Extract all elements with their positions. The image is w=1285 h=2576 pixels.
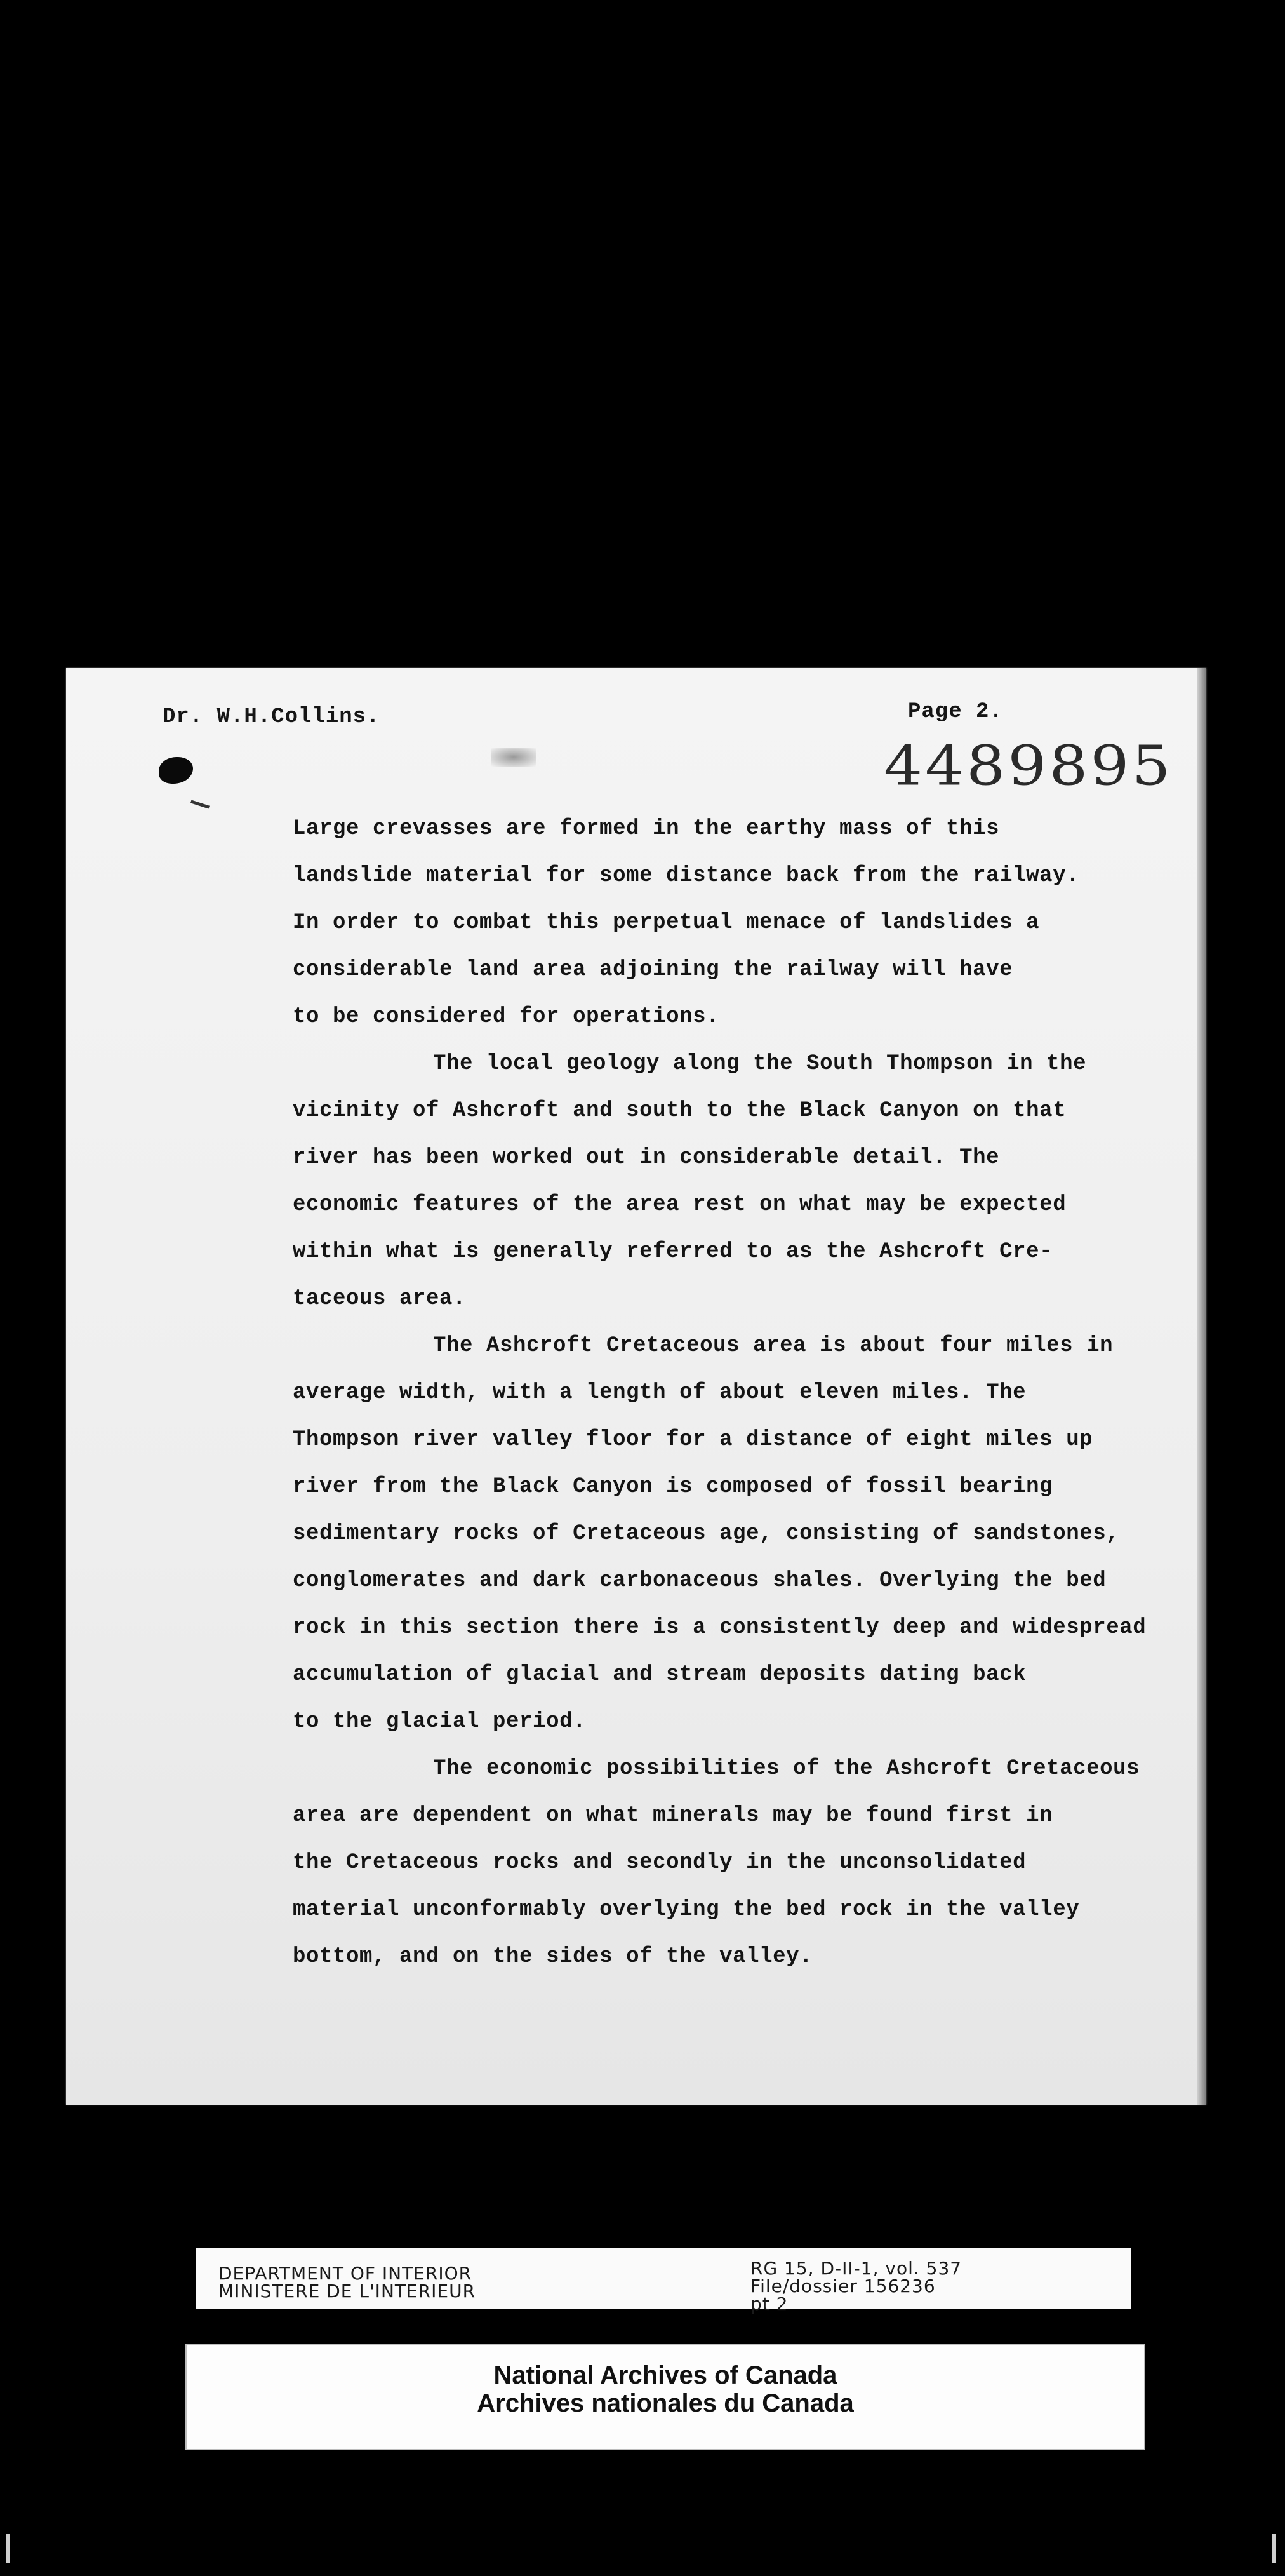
text-line: sedimentary rocks of Cretaceous age, consisting of sandstones,	[293, 1522, 1120, 1546]
text-line: to be considered for operations.	[293, 1005, 720, 1029]
text-line: average width, with a length of about eleven miles. The	[293, 1381, 1027, 1405]
department-label	[218, 2265, 476, 2300]
text-line: river has been worked out in considerable detail. The	[293, 1146, 1000, 1170]
text-line: Large crevasses are formed in the earthy mass of this	[293, 817, 1000, 841]
page-number: Page 2.	[908, 700, 1003, 724]
archive-name-box	[185, 2344, 1145, 2450]
department-en: DEPARTMENT OF INTERIOR	[218, 2263, 472, 2284]
archive-reference-label	[196, 2248, 1131, 2314]
text-line: within what is generally referred to as the Ashcroft Cre-	[293, 1240, 1053, 1264]
text-line: landslide material for some distance back from the railway.	[293, 864, 1080, 888]
reference-file: File/dossier 156236	[750, 2276, 936, 2297]
text-line: vicinity of Ashcroft and south to the Black Canyon on that	[293, 1099, 1067, 1123]
archive-name-en: National Archives of Canada	[493, 2361, 837, 2389]
text-line: to the glacial period.	[293, 1710, 587, 1734]
letter-page	[66, 668, 1206, 2105]
reference-label	[750, 2260, 962, 2313]
text-line: economic features of the area rest on what may be expected	[293, 1193, 1067, 1217]
page-edge	[1197, 668, 1206, 2105]
text-line: bottom, and on the sides of the valley.	[293, 1945, 813, 1969]
reference-part: pt 2	[750, 2293, 789, 2314]
archive-name	[187, 2361, 1144, 2417]
text-line: river from the Black Canyon is composed of fossil bearing	[293, 1475, 1053, 1499]
text-line: The local geology along the South Thompson in the	[433, 1052, 1087, 1076]
text-line: conglomerates and dark carbonaceous shales. Overlying the bed	[293, 1569, 1107, 1593]
archive-name-fr: Archives nationales du Canada	[477, 2389, 854, 2417]
ink-blot-mark	[159, 757, 193, 784]
department-fr: MINISTERE DE L'INTERIEUR	[218, 2281, 476, 2302]
scan-edge-mark	[1272, 2534, 1276, 2563]
text-line: The Ashcroft Cretaceous area is about four miles in	[433, 1334, 1114, 1358]
text-line: accumulation of glacial and stream deposits dating back	[293, 1663, 1027, 1687]
text-line: taceous area.	[293, 1287, 467, 1311]
reference-rg: RG 15, D-II-1, vol. 537	[750, 2258, 962, 2279]
text-line: area are dependent on what minerals may be found first in	[293, 1804, 1053, 1828]
scan-edge-mark	[6, 2534, 10, 2563]
ink-stroke-mark	[190, 800, 210, 808]
text-line: considerable land area adjoining the railway will have	[293, 958, 1013, 982]
text-line: material unconformably overlying the bed rock in the valley	[293, 1898, 1080, 1922]
text-line: the Cretaceous rocks and secondly in the unconsolidated	[293, 1851, 1027, 1875]
text-line: The economic possibilities of the Ashcroft Cretaceous	[433, 1757, 1140, 1781]
addressee: Dr. W.H.Collins.	[163, 705, 380, 729]
stamp-number: 4489895	[884, 734, 1173, 798]
text-line: Thompson river valley floor for a distance of eight miles up	[293, 1428, 1093, 1452]
smudge-mark	[491, 748, 536, 767]
text-line: In order to combat this perpetual menace of landslides a	[293, 911, 1040, 935]
text-line: rock in this section there is a consistently deep and widespread	[293, 1616, 1147, 1640]
